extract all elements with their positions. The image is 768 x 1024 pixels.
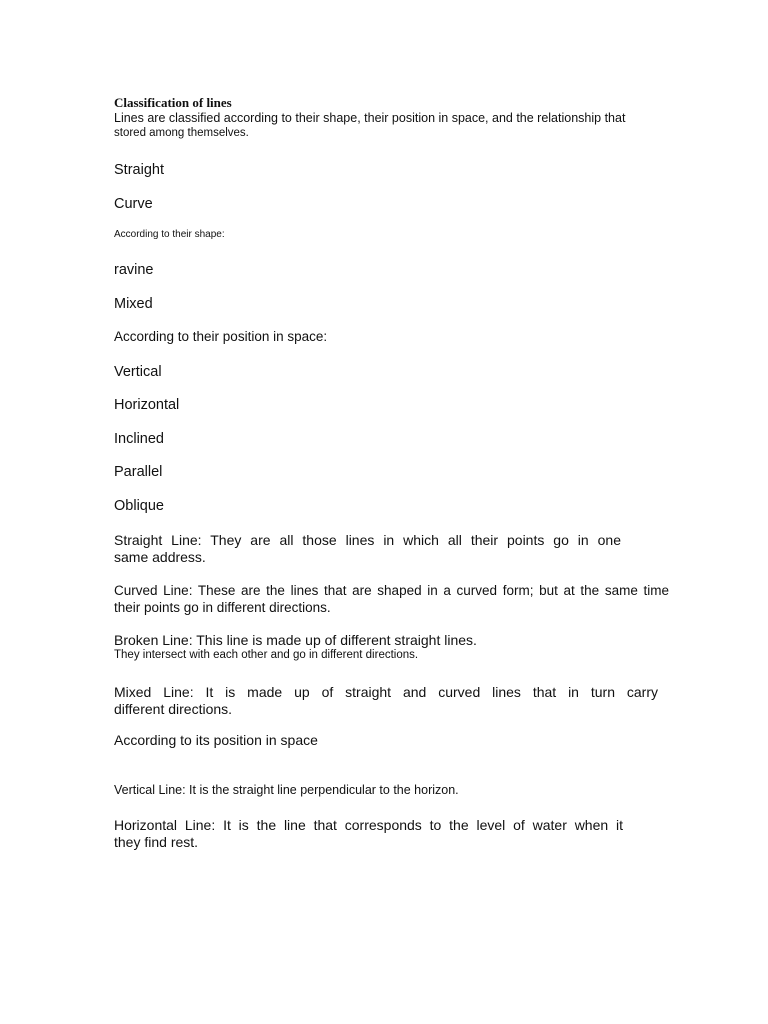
mixed-def-line-2: different directions.	[114, 701, 233, 717]
broken-def-line-1: Broken Line: This line is made up of different straight lines.	[114, 632, 477, 648]
position-item-horizontal: Horizontal	[114, 397, 180, 413]
straight-def-line-1: Straight Line: They are all those lines in which all their points go in one	[114, 532, 621, 548]
position-heading: According to their position in space:	[114, 329, 328, 344]
horizontal-def-line-2: they find rest.	[114, 834, 199, 850]
curved-def-line-2: their points go in different directions.	[114, 600, 331, 615]
straight-def-line-2: same address.	[114, 549, 206, 565]
vertical-line-definition: Vertical Line: It is the straight line perpendicular to the horizon.	[114, 783, 459, 797]
shape-item-straight: Straight	[114, 162, 164, 178]
position-item-vertical: Vertical	[114, 364, 162, 380]
shape-item-mixed: Mixed	[114, 296, 153, 312]
shape-item-ravine: ravine	[114, 262, 154, 278]
intro-line-1: Lines are classified according to their shape, their position in space, and the relationship that	[114, 111, 626, 125]
position-item-oblique: Oblique	[114, 498, 164, 514]
intro-line-2: stored among themselves.	[114, 127, 249, 139]
mixed-line-definition	[114, 684, 658, 717]
mixed-def-line-1: Mixed Line: It is made up of straight and curved lines that in turn carry	[114, 684, 658, 700]
position-heading-2: According to its position in space	[114, 732, 318, 748]
horizontal-line-definition	[114, 817, 623, 850]
horizontal-def-line-1: Horizontal Line: It is the line that corresponds to the level of water when it	[114, 817, 623, 833]
position-item-inclined: Inclined	[114, 431, 164, 447]
shape-item-curve: Curve	[114, 196, 153, 212]
broken-def-line-2: They intersect with each other and go in different directions.	[114, 649, 419, 661]
position-item-parallel: Parallel	[114, 464, 163, 480]
curved-line-definition	[114, 583, 669, 615]
document-title: Classification of lines	[114, 95, 232, 110]
shape-heading: According to their shape:	[114, 229, 225, 240]
curved-def-line-1: Curved Line: These are the lines that are shaped in a curved form; but at the same time	[114, 583, 669, 598]
straight-line-definition	[114, 532, 621, 565]
